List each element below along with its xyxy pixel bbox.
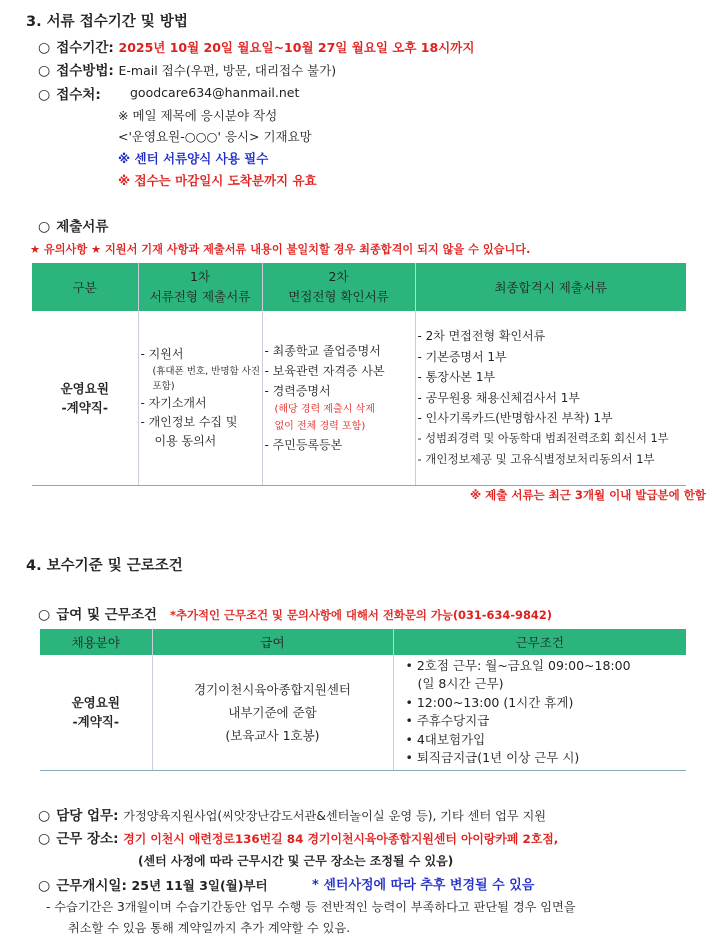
method-label: 접수방법 — [56, 63, 109, 79]
list-item: • 2호점 근무: 월~금요일 09:00~18:00 — [405, 657, 631, 673]
bullet-circle: ○ — [38, 607, 51, 623]
period-row: ○ 접수기간: 2025년 10월 20일 월요일~10월 27일 월요일 오후 18시까지 — [38, 40, 475, 56]
place-row: ○ 접수처: — [38, 87, 101, 103]
probation-line2: 취소할 수 있음 통해 계약일까지 추가 계약할 수 있음. — [68, 921, 351, 935]
final-docs — [415, 311, 686, 485]
start-row: ○ 근무개시일: 25년 11월 3일(월)부터 — [38, 878, 268, 894]
bullet-circle: ○ — [38, 808, 51, 824]
docs-warning: ★ 유의사항 ★ 지원서 기재 사항과 제출서류 내용이 불일치할 경우 최종합격이 되지 않을 수 있습니다. — [30, 243, 531, 256]
header-conditions: 근무조건 — [393, 629, 686, 655]
duty-label: 담당 업무 — [56, 808, 114, 824]
start-label: 근무개시일 — [56, 878, 122, 894]
docs-heading — [38, 215, 108, 235]
header-category: 구분 — [32, 263, 138, 311]
probation-line1: - 수습기간은 3개월이며 수습기간동안 업무 수행 등 전반적인 능력이 부족하다고 판단될 경우 임면을 — [46, 900, 576, 914]
period-value: 2025년 10월 20일 월요일~10월 27일 월요일 오후 18시까지 — [118, 40, 475, 55]
first-round-docs: - 지원서 (휴대폰 번호, 반명함 사진 포함) - 자기소개서 - 개인정보 수집 및 이용 동의서 — [138, 311, 262, 485]
list-item: - 기본증명서 1부 — [417, 349, 507, 364]
second-round-docs: - 최종학교 졸업증명서 - 보육관련 자격증 사본 - 경력증명서 (해당 경력 제출시 삭제 없이 전체 경력 포함) - 주민등록등본 — [262, 311, 415, 485]
table-row — [40, 655, 686, 770]
work-place-row: ○ 근무 장소: 경기 이천시 애련정로136번길 84 경기이천시육아종합지원센터 아이랑카페 2호점, — [38, 831, 559, 847]
method-value: E-mail 접수(우편, 방문, 대리접수 불가) — [118, 63, 337, 78]
duty-row: ○ 담당 업무: 가정양육지원사업(씨앗장난감도서관&센터놀이실 운영 등), 기타 센터 업무 지원 — [38, 808, 547, 824]
list-item: - 개인정보제공 및 고유식별정보처리동의서 1부 — [417, 452, 655, 466]
note-subject: ※ 메일 제목에 응시분야 작성 — [118, 108, 278, 123]
pay-note: *추가적인 근무조건 및 문의사항에 대해서 전화문의 가능(031-634-9842) — [170, 608, 552, 622]
list-item: • 주휴수당지급 — [405, 713, 490, 729]
note-deadline: ※ 접수는 마감일시 도착분까지 유효 — [118, 173, 317, 188]
work-place-label: 근무 장소 — [56, 831, 114, 847]
start-value: 25년 11월 3일(월)부터 — [131, 878, 268, 893]
documents-header-row — [32, 263, 686, 311]
work-place-note: (센터 사정에 따라 근무시간 및 근무 장소는 조정될 수 있음) — [138, 854, 454, 868]
docs-footnote: ※ 제출 서류는 최근 3개월 이내 발급분에 한함 — [469, 488, 706, 502]
list-item: - 2차 면접전형 확인서류 — [417, 329, 546, 343]
conditions-table — [40, 629, 686, 771]
documents-table — [32, 263, 686, 486]
bullet-circle: ○ — [38, 40, 51, 56]
conditions-header-row — [40, 629, 686, 655]
section3-title: 3. 서류 접수기간 및 방법 — [26, 14, 188, 30]
list-item: - 통장사본 1부 — [417, 370, 496, 384]
pay-label: 급여 및 근무조건 — [56, 607, 157, 623]
note-format: <'운영요원-○○○' 응시> 기재요망 — [118, 129, 312, 144]
bullet-circle: ○ — [38, 219, 51, 235]
list-item: • 12:00~13:00 (1시간 휴게) — [405, 694, 574, 710]
table-row — [32, 311, 686, 485]
header-field: 채용분야 — [40, 629, 152, 655]
work-place-value: 경기 이천시 애련정로136번길 84 경기이천시육아종합지원센터 아이랑카페 2호점, — [123, 832, 559, 846]
list-item: • 4대보험가입 — [405, 731, 486, 747]
list-item: - 성범죄경력 및 아동학대 범죄전력조회 회신서 1부 — [417, 431, 669, 445]
row-label: 운영요원 -계약직- — [32, 311, 138, 485]
place-label: 접수처 — [56, 87, 96, 103]
bullet-circle: ○ — [38, 878, 51, 894]
pay-standard: 경기이천시육아종합지원센터 내부기준에 준함 (보육교사 1호봉) — [152, 655, 393, 770]
bullet-circle: ○ — [38, 63, 51, 79]
section4-title: 4. 보수기준 및 근로조건 — [26, 558, 183, 574]
method-row: ○ 접수방법: E-mail 접수(우편, 방문, 대리접수 불가) — [38, 63, 337, 79]
note-form-required: ※ 센터 서류양식 사용 필수 — [118, 151, 269, 166]
header-pay: 급여 — [152, 629, 393, 655]
list-item: (일 8시간 근무) — [417, 676, 504, 692]
header-final: 최종합격시 제출서류 — [415, 263, 686, 311]
list-item: - 인사기록카드(반명함사진 부착) 1부 — [417, 411, 613, 425]
duty-value: 가정양육지원사업(씨앗장난감도서관&센터놀이실 운영 등), 기타 센터 업무 지원 — [123, 809, 547, 823]
row-label: 운영요원 -계약직- — [40, 655, 152, 770]
header-first-round: 1차 서류전형 제출서류 — [138, 263, 262, 311]
work-conditions — [393, 655, 686, 770]
period-label: 접수기간 — [56, 40, 109, 56]
list-item: • 퇴직금지급(1년 이상 근무 시) — [405, 750, 580, 766]
header-second-round: 2차 면접전형 확인서류 — [262, 263, 415, 311]
email-link[interactable]: goodcare634@hanmail.net — [130, 85, 300, 100]
docs-title: 제출서류 — [56, 219, 109, 235]
pay-heading — [38, 603, 552, 623]
bullet-circle: ○ — [38, 831, 51, 847]
bullet-circle: ○ — [38, 87, 51, 103]
start-note: * 센터사정에 따라 추후 변경될 수 있음 — [312, 878, 535, 893]
list-item: - 공무원용 채용신체검사서 1부 — [417, 390, 581, 405]
